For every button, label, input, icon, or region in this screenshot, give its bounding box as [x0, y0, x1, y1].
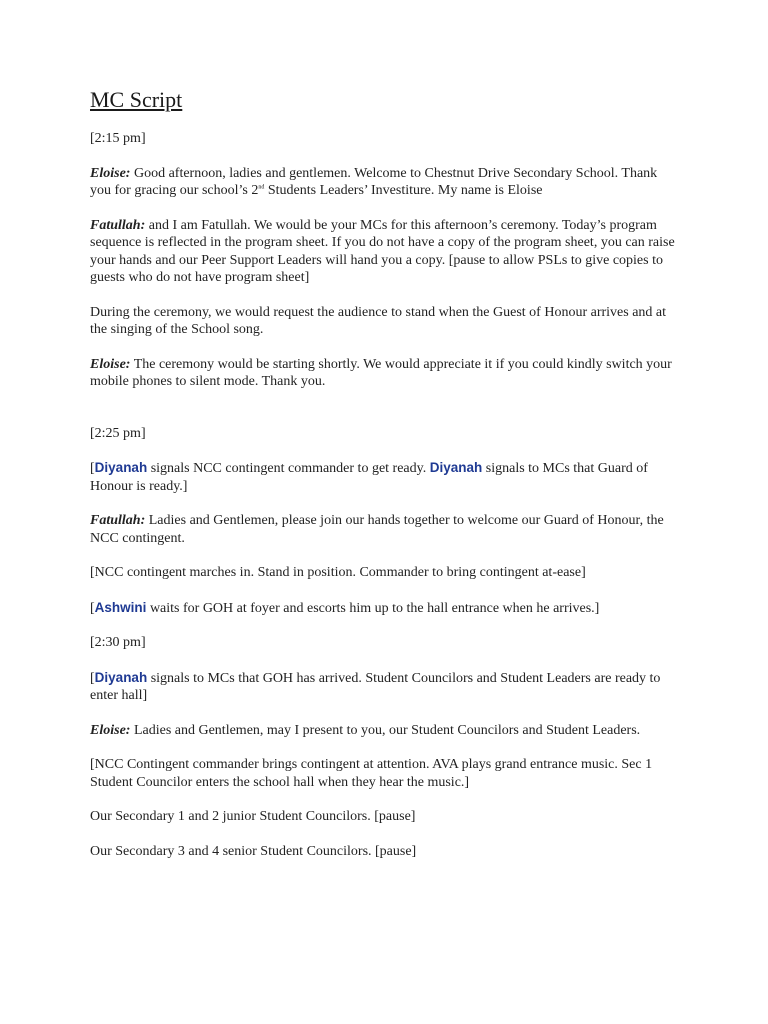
- line-text: signals to MCs that GOH has arrived. Student Councilors and Student Leaders are ready to enter hall]: [90, 670, 661, 703]
- speaker-label: Eloise:: [90, 722, 131, 738]
- line-text: signals NCC contingent commander to get ready.: [147, 461, 430, 476]
- line-text: The ceremony would be starting shortly. We would appreciate it if you could kindly switch your mobile phones to silent mode. Thank you.: [90, 356, 672, 389]
- speaker-label: Eloise:: [90, 356, 131, 372]
- speaker-label: Fatullah:: [90, 217, 146, 233]
- line-text: Ladies and Gentlemen, may I present to you, our Student Councilors and Student Leaders.: [130, 722, 641, 738]
- script-line: [90, 356, 680, 391]
- stage-direction: During the ceremony, we would request the audience to stand when the Guest of Honour arrives and at the singing of the School song.: [90, 304, 667, 337]
- stage-direction: [NCC Contingent commander brings contingent at attention. AVA plays grand entrance music. Sec 1 Student Councilor enters the school hall when they hear the music.]: [90, 757, 653, 790]
- script-line: [90, 722, 680, 740]
- script-line: Our Secondary 3 and 4 senior Student Councilors. [pause]: [90, 843, 417, 859]
- timestamp: [2:15 pm]: [90, 131, 146, 146]
- timestamp: [2:30 pm]: [90, 635, 146, 650]
- person-name: Diyanah: [94, 669, 148, 685]
- line-text: Students Leaders’ Investiture. My name is Eloise: [264, 183, 543, 198]
- person-name: Ashwini: [94, 599, 147, 615]
- page-title: MC Script: [90, 87, 183, 112]
- bracket: [: [90, 461, 95, 476]
- script-line: [90, 512, 680, 547]
- person-name: Diyanah: [94, 460, 148, 475]
- script-line: [90, 217, 680, 287]
- document-page: [90, 86, 680, 877]
- stage-direction: [90, 599, 680, 618]
- script-line: [90, 165, 680, 200]
- speaker-label: Fatullah:: [90, 513, 146, 528]
- line-text: Good afternoon, ladies and gentlemen. Welcome to Chestnut Drive Secondary School. Thank you for gracing our school’s 2: [90, 165, 658, 198]
- person-name: Diyanah: [429, 460, 483, 475]
- bracket: [: [90, 670, 95, 686]
- bracket: [: [90, 600, 95, 616]
- stage-direction: [90, 669, 680, 705]
- line-text: waits for GOH at foyer and escorts him up to the hall entrance when he arrives.]: [146, 600, 600, 616]
- speaker-label: Eloise:: [90, 165, 131, 181]
- line-text: and I am Fatullah. We would be your MCs for this afternoon’s ceremony. Today’s program sequence is reflected in the program sheet. If you do not have a copy of the program sheet, you can raise your hands and our Peer Support Leaders will hand you a copy. [pause to allow PSLs to give copies to guests who do not have program sheet]: [90, 217, 675, 285]
- script-line: Our Secondary 1 and 2 junior Student Councilors. [pause]: [90, 809, 416, 824]
- stage-direction: [90, 459, 680, 495]
- stage-direction: [NCC contingent marches in. Stand in position. Commander to bring contingent at-ease]: [90, 565, 586, 580]
- ordinal-suffix: nd: [258, 184, 265, 191]
- line-text: signals to MCs that Guard of Honour is ready.]: [90, 461, 648, 494]
- line-text: Ladies and Gentlemen, please join our hands together to welcome our Guard of Honour, the NCC contingent.: [90, 513, 664, 546]
- timestamp: [2:25 pm]: [90, 425, 146, 441]
